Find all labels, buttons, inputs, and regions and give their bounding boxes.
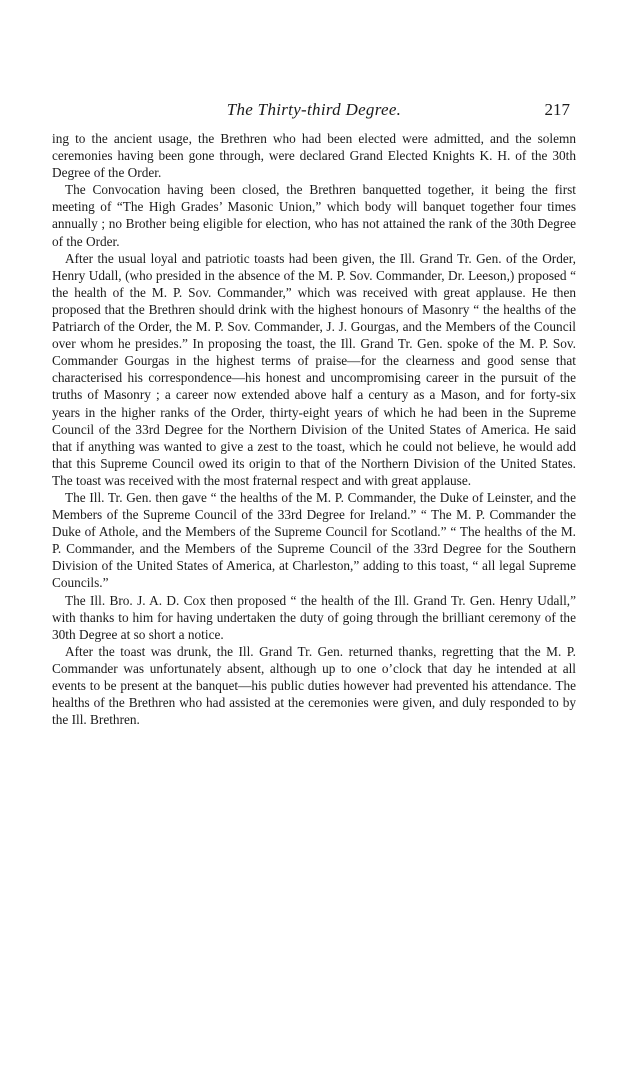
paragraph-continued: ing to the ancient usage, the Brethren who had been elected were admitted, and the solemn ceremonies having been gone through, were declared Grand Elected Knights K. H. of the 30th Degree of the Order.: [52, 131, 576, 181]
book-page: [52, 100, 576, 728]
paragraph: After the toast was drunk, the Ill. Grand Tr. Gen. returned thanks, regretting that the M. P. Commander was unfortunately absent, although up to one o’clock that day he intended at all events to be present at the banquet—his public duties however had prevented his attendance. The healths of the Brethren who had assisted at the ceremonies were given, and duly responded to by the Ill. Brethren.: [52, 643, 576, 728]
running-title: The Thirty-third Degree.: [226, 100, 402, 119]
paragraph: The Ill. Bro. J. A. D. Cox then proposed “ the health of the Ill. Grand Tr. Gen. Henry Udall,” with thanks to him for having undertaken the duty of going through the brilliant ceremony of the 30th Degree at so short a notice.: [52, 592, 576, 642]
paragraph: The Convocation having been closed, the Brethren banquetted together, it being the first meeting of “The High Grades’ Masonic Union,” which body will banquet together four times annually ; no Brother being eligible for election, who has not attained the rank of the 30th Degree of the Order.: [52, 182, 576, 249]
running-head: [52, 100, 576, 124]
body-text: [52, 130, 576, 728]
paragraph: The Ill. Tr. Gen. then gave “ the healths of the M. P. Commander, the Duke of Leinster, and the Members of the Supreme Council of the 33rd Degree for Ireland.” “ The M. P. Commander the Duke of Athole, and the Members of the Supreme Council for Scotland.” “ The healths of the M. P. Commander, and the Members of the Supreme Council of the 33rd Degree for the Southern Division of the United States of America, at Charleston,” adding to this toast, “ all legal Supreme Councils.”: [52, 489, 576, 591]
page-number: 217: [544, 100, 570, 119]
paragraph: After the usual loyal and patriotic toasts had been given, the Ill. Grand Tr. Gen. of the Order, Henry Udall, (who presided in the absence of the M. P. Sov. Commander, Dr. Leeson,) proposed “ the health of the M. P. Sov. Commander,” which was received with great applause. He then proposed that the Brethren should drink with the highest honours of Masonry “ the healths of the Patriarch of the Order, the M. P. Sov. Commander, J. J. Gourgas, and the Members of the Council over whom he presides.” In proposing the toast, the Ill. Grand Tr. Gen. spoke of the M. P. Sov. Commander Gourgas in the highest terms of praise—for the clearness and good sense that characterised his correspondence—his honest and uncompromising career in the pursuit of the truths of Masonry ; a career now extended above half a century as a Mason, and for forty-six years in the higher ranks of the Order, thirty-eight years of which he had been in the Supreme Council of the 33rd Degree for the Northern Division of the United States of America. He said that if anything was wanted to give a zest to the toast, which he could not believe, he would add that this Supreme Council owed its origin to that of the Northern Division of the United States. The toast was received with the most fraternal respect and with great applause.: [52, 250, 576, 488]
